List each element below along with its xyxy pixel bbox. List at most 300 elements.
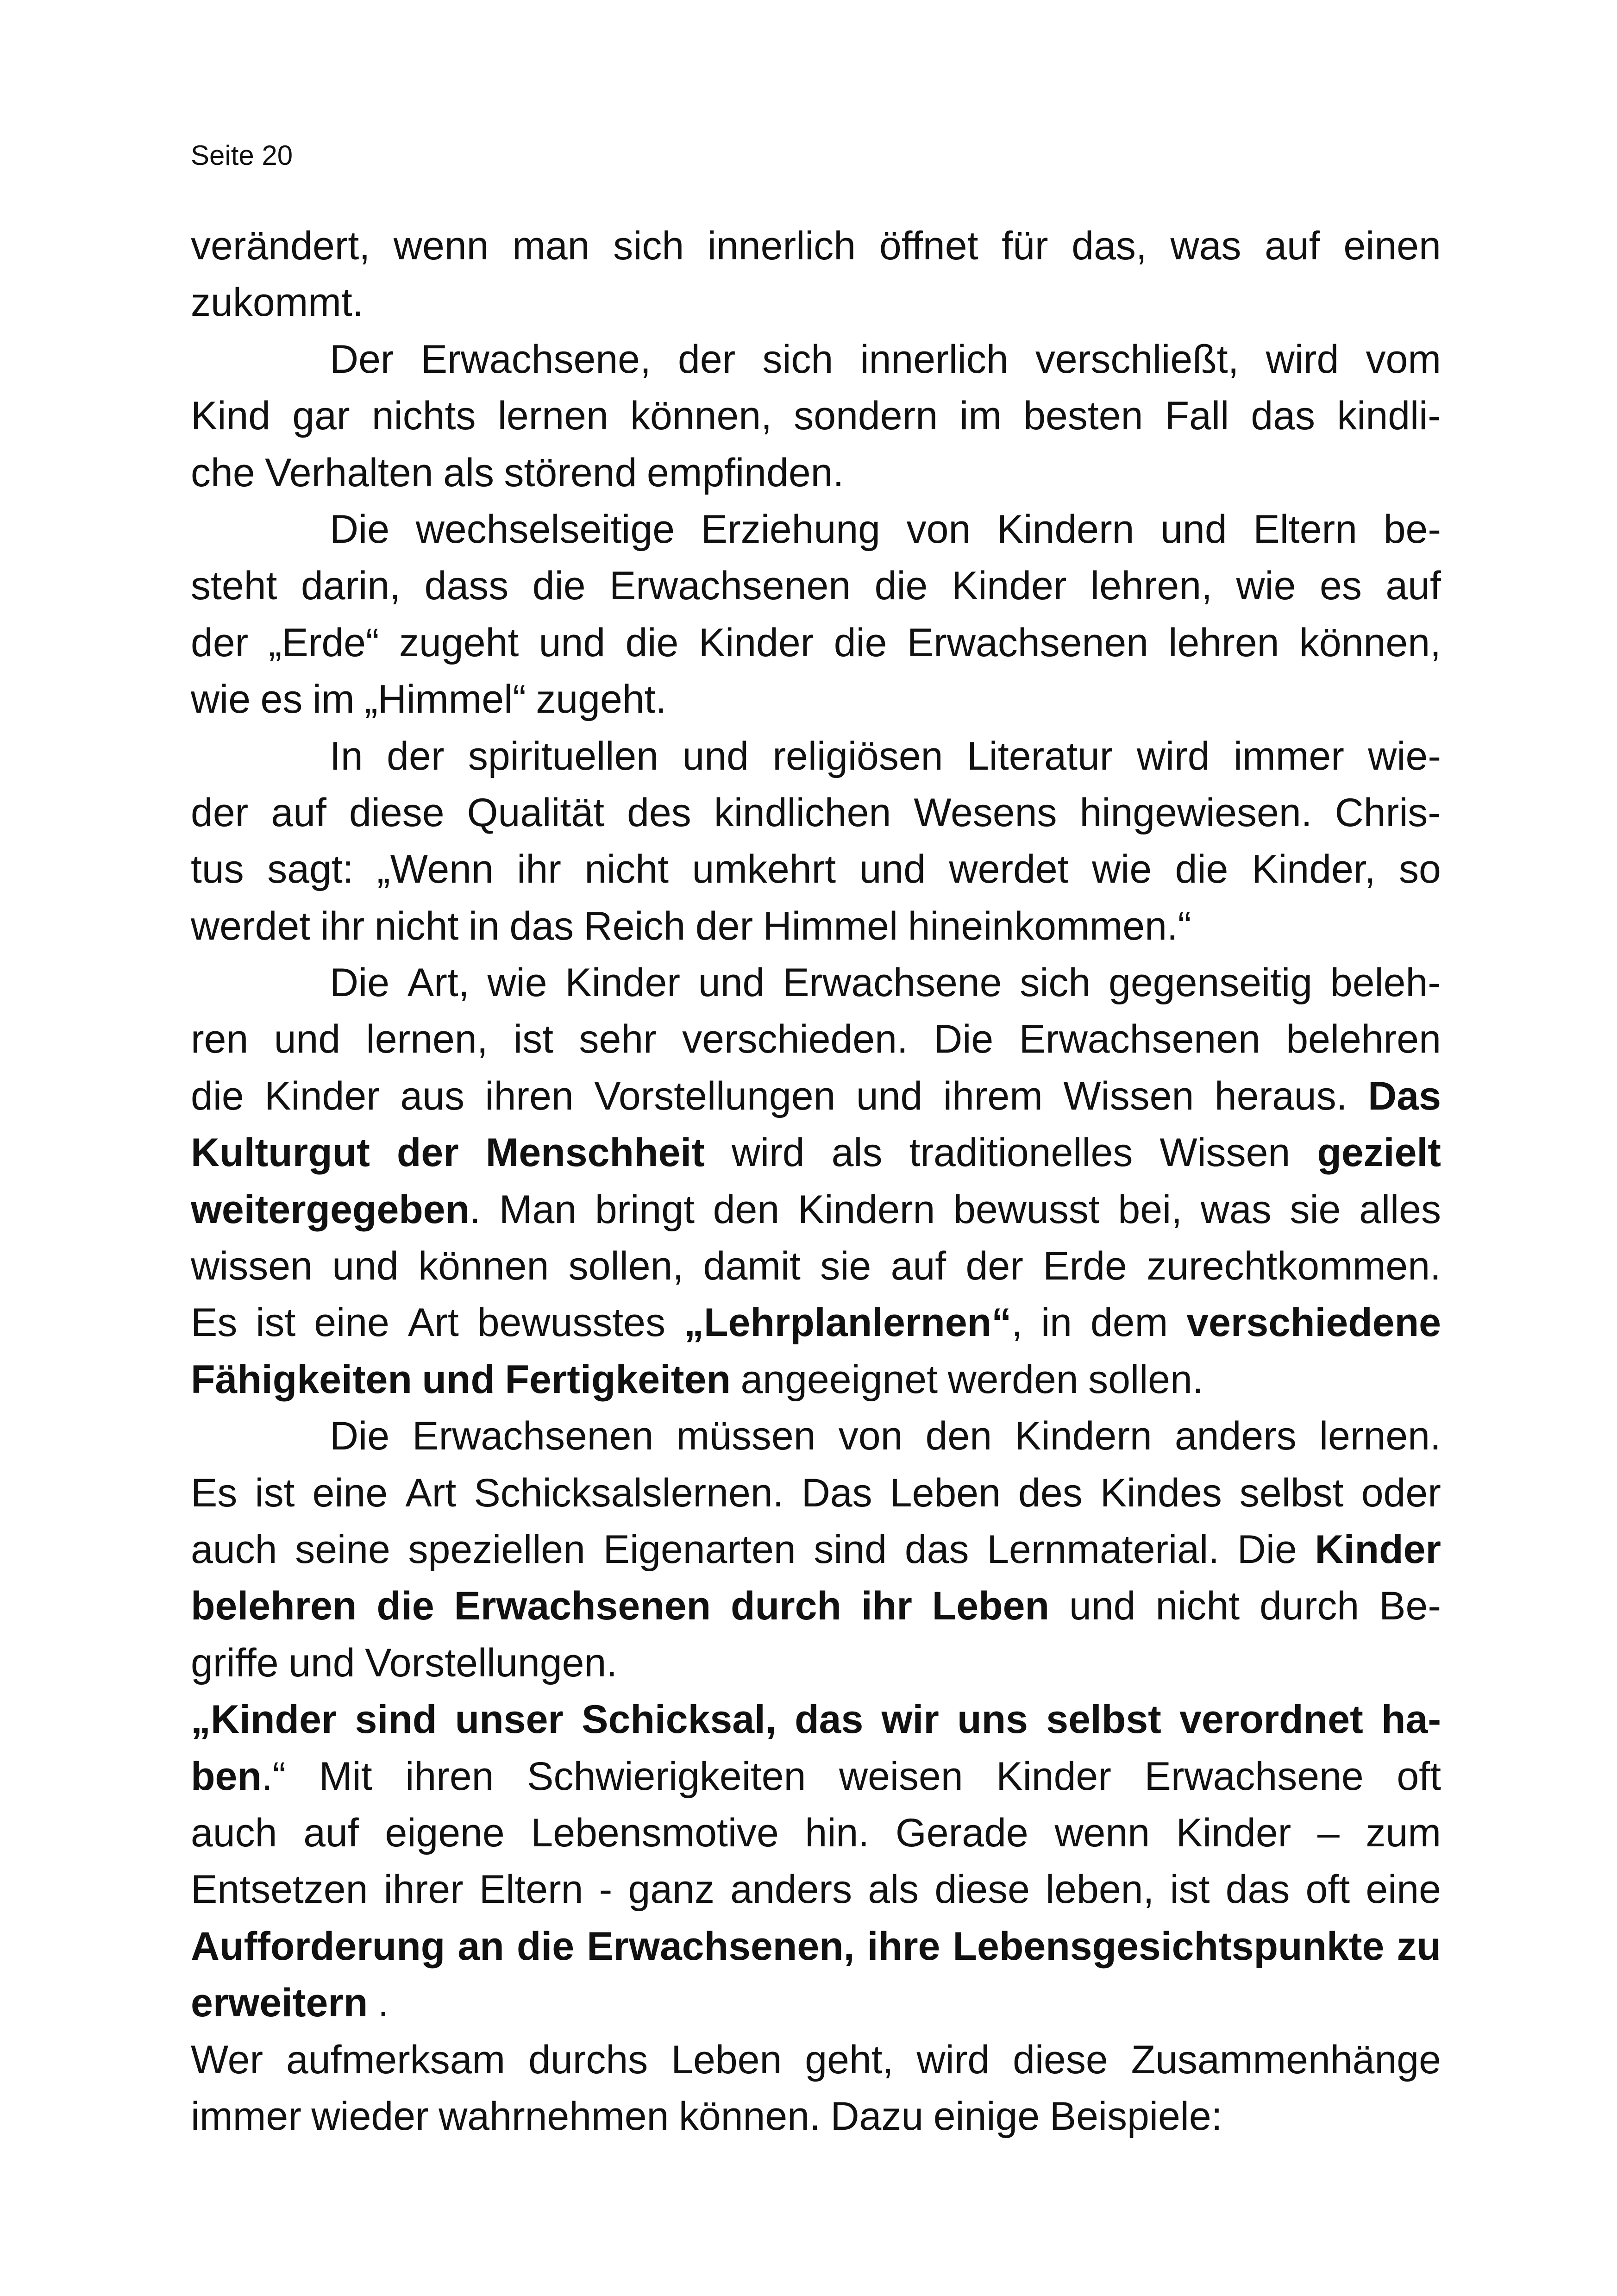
word bbox=[783, 954, 1002, 1011]
text-fragment: Erwachsenen bbox=[609, 564, 851, 609]
text-fragment: Himmel bbox=[763, 903, 898, 948]
word bbox=[486, 1124, 705, 1181]
word bbox=[412, 1408, 653, 1464]
text-fragment: damit bbox=[703, 1244, 801, 1289]
text-line bbox=[191, 671, 1441, 728]
text-fragment: einen bbox=[1343, 224, 1441, 268]
word bbox=[477, 1294, 665, 1351]
text-fragment: – bbox=[1317, 1810, 1340, 1855]
text-fragment: der bbox=[191, 620, 249, 665]
word bbox=[320, 898, 365, 954]
word bbox=[365, 1635, 617, 1691]
text-fragment: und bbox=[539, 620, 606, 665]
text-fragment: griffe bbox=[191, 1640, 279, 1685]
text-fragment: des bbox=[1018, 1470, 1083, 1515]
bold-text: erweitern bbox=[191, 1981, 368, 2026]
word bbox=[1155, 1578, 1240, 1634]
word bbox=[330, 954, 389, 1011]
text-fragment: im bbox=[959, 394, 1002, 439]
word bbox=[584, 841, 669, 897]
word bbox=[805, 1805, 870, 1861]
word bbox=[626, 615, 679, 671]
bold-text: gezielt bbox=[1317, 1130, 1441, 1175]
bold-text: verordnet bbox=[1179, 1697, 1363, 1742]
text-fragment: verschließt, bbox=[1035, 337, 1239, 382]
text-fragment: zukommt. bbox=[191, 280, 364, 325]
text-fragment: Erwachsene bbox=[1144, 1754, 1364, 1799]
text-fragment: von bbox=[906, 507, 971, 552]
bold-text: Menschheit bbox=[485, 1130, 705, 1175]
word bbox=[1046, 1691, 1161, 1748]
word bbox=[879, 218, 978, 274]
word bbox=[1175, 841, 1228, 897]
word bbox=[678, 331, 735, 388]
text-fragment: die bbox=[874, 564, 928, 609]
text-fragment: Kinder bbox=[951, 564, 1067, 609]
word bbox=[805, 2032, 893, 2088]
text-fragment: Die bbox=[330, 1414, 390, 1459]
word bbox=[732, 1124, 805, 1181]
word bbox=[1215, 1068, 1348, 1124]
word bbox=[917, 2032, 990, 2088]
word bbox=[1381, 1691, 1441, 1748]
text-fragment: Eigenarten bbox=[603, 1527, 796, 1572]
text-fragment: Leben bbox=[890, 1470, 1001, 1515]
word bbox=[454, 1578, 711, 1634]
text-fragment: wie- bbox=[1368, 734, 1441, 778]
word bbox=[1046, 1861, 1154, 1918]
text-fragment: spirituellen bbox=[468, 734, 659, 778]
word bbox=[269, 615, 379, 671]
text-fragment: eine bbox=[314, 1300, 389, 1345]
text-fragment: Die bbox=[1237, 1527, 1297, 1572]
word bbox=[859, 841, 926, 897]
word bbox=[1201, 1181, 1272, 1238]
word bbox=[890, 1465, 1001, 1521]
bold-text: durch bbox=[731, 1584, 841, 1629]
text-fragment: kindli- bbox=[1337, 394, 1441, 439]
word bbox=[303, 1805, 359, 1861]
text-fragment: Kind bbox=[191, 394, 271, 439]
text-fragment: was bbox=[1170, 224, 1241, 268]
bold-text: ihr bbox=[861, 1584, 912, 1629]
bold-text: Aufforderung bbox=[191, 1924, 445, 1969]
word bbox=[1159, 1124, 1290, 1181]
word bbox=[191, 1238, 313, 1294]
text-fragment: steht bbox=[191, 564, 277, 609]
text-fragment: den bbox=[713, 1187, 780, 1232]
word bbox=[599, 1861, 613, 1918]
word bbox=[699, 615, 814, 671]
word bbox=[1171, 218, 1241, 274]
text-fragment: ist bbox=[1170, 1867, 1210, 1912]
word bbox=[953, 1918, 1384, 1975]
word bbox=[517, 1918, 574, 1975]
text-line bbox=[191, 615, 1441, 671]
text-fragment: nicht bbox=[374, 903, 459, 948]
text-fragment: wird bbox=[731, 1130, 805, 1175]
word bbox=[867, 1918, 940, 1975]
text-fragment: leben, bbox=[1046, 1867, 1154, 1912]
text-fragment: zugeht bbox=[399, 620, 519, 665]
word bbox=[953, 1181, 1100, 1238]
word bbox=[587, 1918, 854, 1975]
text-fragment: bewusstes bbox=[477, 1300, 666, 1345]
word bbox=[679, 2088, 821, 2145]
text-fragment: eigene bbox=[385, 1810, 505, 1855]
text-fragment: heraus. bbox=[1214, 1073, 1348, 1118]
word bbox=[191, 445, 255, 501]
text-fragment: wird bbox=[1266, 337, 1339, 382]
word bbox=[882, 1691, 939, 1748]
word bbox=[191, 1294, 237, 1351]
word bbox=[1335, 784, 1441, 841]
word bbox=[1317, 1124, 1441, 1181]
word bbox=[914, 784, 1057, 841]
word bbox=[531, 1805, 778, 1861]
bold-text: belehren bbox=[191, 1584, 357, 1629]
word bbox=[1343, 218, 1441, 274]
text-fragment: im bbox=[312, 677, 355, 722]
text-fragment: man bbox=[512, 224, 590, 268]
text-fragment: die bbox=[532, 564, 586, 609]
text-fragment: „Himmel“ bbox=[364, 677, 526, 722]
text-fragment: diese bbox=[1013, 2037, 1108, 2082]
text-line bbox=[191, 1691, 1441, 1748]
word bbox=[191, 2088, 301, 2145]
word bbox=[1137, 728, 1210, 784]
text-fragment: ihren bbox=[405, 1754, 494, 1799]
text-fragment: zugeht. bbox=[536, 677, 667, 722]
text-line bbox=[191, 501, 1441, 558]
word bbox=[1366, 331, 1441, 388]
word bbox=[256, 1294, 295, 1351]
text-fragment: als bbox=[831, 1130, 883, 1175]
word bbox=[191, 1578, 357, 1634]
text-fragment: immer bbox=[191, 2094, 301, 2139]
text-fragment: weisen bbox=[839, 1754, 963, 1799]
text-fragment: können, bbox=[1299, 620, 1441, 665]
word bbox=[405, 1748, 494, 1805]
text-fragment: und bbox=[1160, 507, 1227, 552]
text-fragment: und bbox=[698, 960, 765, 1005]
text-fragment: „Wenn bbox=[377, 847, 494, 892]
text-fragment: auf bbox=[890, 1244, 946, 1289]
word bbox=[763, 898, 898, 954]
text-fragment: Entsetzen bbox=[191, 1867, 368, 1912]
text-fragment: die bbox=[191, 1073, 244, 1118]
text-fragment: Kindern bbox=[797, 1187, 935, 1232]
text-fragment: wie bbox=[191, 677, 251, 722]
text-fragment: Eltern bbox=[479, 1867, 583, 1912]
text-fragment: lehren bbox=[1168, 620, 1279, 665]
word bbox=[1240, 1465, 1344, 1521]
word bbox=[1002, 218, 1048, 274]
text-fragment: Wer bbox=[191, 2037, 263, 2082]
word bbox=[967, 728, 1113, 784]
text-fragment: diese bbox=[934, 1867, 1030, 1912]
word bbox=[595, 1181, 695, 1238]
word bbox=[1306, 1861, 1350, 1918]
word bbox=[1320, 558, 1362, 614]
text-fragment: durch bbox=[1260, 1584, 1360, 1629]
text-fragment: das bbox=[904, 1527, 969, 1572]
text-fragment: umkehrt bbox=[692, 847, 836, 892]
text-fragment: gegenseitig bbox=[1109, 960, 1313, 1005]
word bbox=[802, 1465, 872, 1521]
word bbox=[355, 1691, 437, 1748]
bold-text: und bbox=[422, 1357, 495, 1402]
text-fragment: Erwachsenen bbox=[907, 620, 1149, 665]
text-fragment: Dazu bbox=[830, 2094, 924, 2139]
word bbox=[425, 558, 509, 614]
text-fragment: und bbox=[332, 1244, 399, 1289]
text-fragment: und bbox=[682, 734, 749, 778]
bold-text: an bbox=[458, 1924, 504, 1969]
word bbox=[1100, 1465, 1222, 1521]
text-fragment: Vorstellungen. bbox=[365, 1640, 618, 1685]
text-fragment: Kinder bbox=[1176, 1810, 1291, 1855]
text-fragment: Erde bbox=[1043, 1244, 1127, 1289]
word bbox=[1035, 331, 1239, 388]
word bbox=[191, 274, 364, 331]
text-fragment: lernen. bbox=[1319, 1414, 1441, 1459]
text-line bbox=[191, 1408, 1441, 1464]
word bbox=[385, 1805, 504, 1861]
text-fragment: Erwachsene bbox=[783, 960, 1002, 1005]
word bbox=[1266, 331, 1339, 388]
word bbox=[868, 1861, 919, 1918]
text-fragment: alles bbox=[1359, 1187, 1441, 1232]
text-line bbox=[191, 1011, 1441, 1067]
text-fragment: Art bbox=[407, 1300, 459, 1345]
text-fragment: und bbox=[274, 1017, 341, 1062]
text-fragment: bringt bbox=[595, 1187, 695, 1232]
text-fragment: in bbox=[1041, 1300, 1072, 1345]
word bbox=[479, 1861, 583, 1918]
word bbox=[364, 671, 526, 728]
text-fragment: die bbox=[625, 620, 679, 665]
word bbox=[584, 898, 686, 954]
text-fragment: diese bbox=[349, 790, 445, 835]
word bbox=[896, 1805, 1028, 1861]
text-fragment: auf bbox=[1265, 224, 1320, 268]
text-fragment: . bbox=[377, 1981, 389, 2026]
text-fragment: hingewiesen. bbox=[1079, 790, 1312, 835]
text-fragment: Kinder, bbox=[1251, 847, 1376, 892]
word bbox=[191, 1748, 286, 1805]
text-fragment: sich bbox=[1020, 960, 1091, 1005]
word bbox=[274, 1011, 341, 1067]
bold-text: die bbox=[376, 1584, 434, 1629]
word bbox=[997, 501, 1134, 558]
text-fragment: sehr bbox=[579, 1017, 657, 1062]
text-line bbox=[191, 1181, 1441, 1238]
text-fragment: geht, bbox=[805, 2037, 894, 2082]
word bbox=[488, 954, 547, 1011]
text-fragment: Chris- bbox=[1335, 790, 1441, 835]
bold-text: Lebensgesichtspunkte bbox=[953, 1924, 1385, 1969]
word bbox=[405, 1465, 456, 1521]
word bbox=[455, 1691, 564, 1748]
word bbox=[191, 1521, 277, 1578]
text-fragment: Leben bbox=[671, 2037, 782, 2082]
text-fragment: der bbox=[695, 903, 753, 948]
text-fragment: der bbox=[191, 790, 249, 835]
word bbox=[1054, 1805, 1150, 1861]
text-fragment: sollen, bbox=[568, 1244, 684, 1289]
word bbox=[319, 1748, 372, 1805]
text-line bbox=[191, 1068, 1441, 1124]
text-fragment: Die bbox=[330, 960, 390, 1005]
word bbox=[1290, 1181, 1341, 1238]
word bbox=[996, 1748, 1111, 1805]
word bbox=[1366, 1861, 1441, 1918]
word bbox=[1252, 841, 1376, 897]
text-fragment: durchs bbox=[528, 2037, 648, 2082]
text-line bbox=[191, 1805, 1441, 1861]
word bbox=[313, 1465, 388, 1521]
text-fragment: hin. bbox=[805, 1810, 870, 1855]
text-fragment: wird bbox=[916, 2037, 990, 2082]
word bbox=[394, 218, 489, 274]
text-fragment: wird bbox=[1136, 734, 1210, 778]
word bbox=[313, 671, 355, 728]
word bbox=[255, 1465, 295, 1521]
word bbox=[909, 1124, 1133, 1181]
text-fragment: die bbox=[834, 620, 887, 665]
text-fragment: bei, bbox=[1118, 1187, 1183, 1232]
text-fragment: ihr bbox=[320, 903, 365, 948]
text-fragment: ihr bbox=[517, 847, 561, 892]
text-fragment: vom bbox=[1366, 337, 1441, 382]
text-fragment: seine bbox=[295, 1527, 390, 1572]
bold-text: „Kinder bbox=[191, 1697, 337, 1742]
word bbox=[384, 1861, 464, 1918]
word bbox=[191, 1861, 368, 1918]
text-fragment: Zusammenhänge bbox=[1131, 2037, 1441, 2082]
text-fragment: Erwachsene, bbox=[420, 337, 651, 382]
text-fragment: wechselseitige bbox=[415, 507, 675, 552]
text-line bbox=[191, 388, 1441, 444]
word bbox=[407, 954, 470, 1011]
word bbox=[934, 1861, 1030, 1918]
text-fragment: Beispiele: bbox=[1049, 2094, 1222, 2139]
text-fragment: Wissen bbox=[1063, 1073, 1194, 1118]
word bbox=[1147, 1238, 1441, 1294]
word bbox=[834, 615, 887, 671]
word bbox=[400, 1068, 464, 1124]
text-fragment: sondern bbox=[794, 394, 938, 439]
word bbox=[261, 671, 303, 728]
text-fragment: Art, bbox=[407, 960, 470, 1005]
word bbox=[1018, 1465, 1083, 1521]
text-fragment: besten bbox=[1023, 394, 1143, 439]
bold-text: selbst bbox=[1046, 1697, 1161, 1742]
word bbox=[860, 331, 1008, 388]
word bbox=[676, 1408, 815, 1464]
word bbox=[682, 1011, 908, 1067]
text-fragment: wenn bbox=[1054, 1810, 1150, 1855]
text-fragment: das bbox=[509, 903, 574, 948]
bold-text: ben bbox=[191, 1754, 262, 1799]
bold-text: Kinder bbox=[1315, 1527, 1441, 1572]
word bbox=[387, 728, 444, 784]
text-fragment: Schwierigkeiten bbox=[527, 1754, 806, 1799]
text-fragment: der bbox=[677, 337, 736, 382]
word bbox=[539, 615, 606, 671]
bold-text: Schicksal, bbox=[582, 1697, 777, 1742]
word bbox=[512, 218, 589, 274]
text-fragment: speziellen bbox=[408, 1527, 585, 1572]
word bbox=[1179, 1691, 1363, 1748]
text-line bbox=[191, 784, 1441, 841]
word bbox=[191, 841, 244, 897]
word bbox=[987, 1521, 1219, 1578]
text-fragment: ren bbox=[191, 1017, 249, 1062]
word bbox=[609, 558, 851, 614]
text-line bbox=[191, 1521, 1441, 1578]
word bbox=[671, 2032, 782, 2088]
word bbox=[1176, 1805, 1291, 1861]
bold-text: ihre bbox=[867, 1924, 940, 1969]
word bbox=[330, 331, 394, 388]
text-fragment: lernen, bbox=[366, 1017, 488, 1062]
text-fragment: auf bbox=[303, 1810, 359, 1855]
word bbox=[422, 1351, 495, 1408]
word bbox=[1286, 1011, 1441, 1067]
word bbox=[861, 1578, 912, 1634]
word bbox=[1368, 728, 1441, 784]
word bbox=[468, 728, 658, 784]
word bbox=[1237, 1521, 1297, 1578]
text-fragment: hineinkommen.“ bbox=[908, 903, 1191, 948]
word bbox=[191, 671, 251, 728]
word bbox=[698, 954, 765, 1011]
word bbox=[1359, 1181, 1441, 1238]
text-line bbox=[191, 728, 1441, 784]
text-fragment: ihrem bbox=[943, 1073, 1043, 1118]
text-fragment: Mit bbox=[319, 1754, 372, 1799]
text-line bbox=[191, 1294, 1441, 1351]
text-line bbox=[191, 2088, 1441, 2145]
word bbox=[1234, 728, 1344, 784]
text-fragment: müssen bbox=[676, 1414, 816, 1459]
word bbox=[1397, 1918, 1441, 1975]
text-fragment: wie bbox=[487, 960, 547, 1005]
bold-text: Fähigkeiten bbox=[191, 1357, 412, 1402]
text-fragment: aufmerksam bbox=[286, 2037, 506, 2082]
word bbox=[1319, 1408, 1441, 1464]
text-fragment: angeeignet bbox=[740, 1357, 938, 1402]
word bbox=[832, 1124, 883, 1181]
text-fragment: innerlich bbox=[860, 337, 1009, 382]
text-line bbox=[191, 445, 1441, 501]
text-fragment: wissen bbox=[191, 1244, 313, 1289]
word bbox=[1265, 218, 1320, 274]
word bbox=[647, 445, 844, 501]
word bbox=[509, 898, 574, 954]
word bbox=[856, 1068, 923, 1124]
word bbox=[1020, 954, 1091, 1011]
word bbox=[504, 445, 637, 501]
text-line bbox=[191, 1238, 1441, 1294]
word bbox=[408, 1521, 585, 1578]
word bbox=[1186, 1294, 1441, 1351]
text-fragment: Wissen bbox=[1159, 1130, 1291, 1175]
word bbox=[1041, 1294, 1072, 1351]
text-fragment: ist bbox=[256, 1300, 296, 1345]
